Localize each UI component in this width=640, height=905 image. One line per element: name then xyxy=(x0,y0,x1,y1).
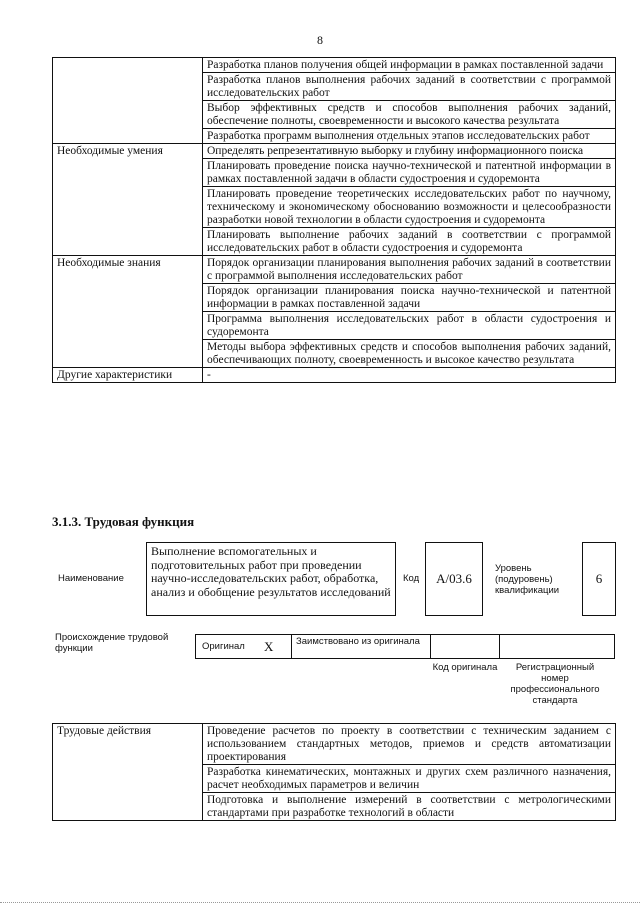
row-label: Трудовые действия xyxy=(53,724,203,821)
table-row xyxy=(53,368,616,383)
table-cell: - xyxy=(203,368,616,383)
original-label: Оригинал xyxy=(202,641,245,652)
table-cell: Разработка кинематических, монтажных и других схем различного назначения, расчет необходимых параметров и величин xyxy=(203,765,616,793)
page-edge-line xyxy=(0,902,640,903)
table-cell: Определять репрезентативную выборку и глубину информационного поиска xyxy=(203,144,616,159)
original-mark: X xyxy=(264,639,274,654)
origin-borrowed-cell xyxy=(292,635,431,658)
reg-number-caption: Регистрационный номер профессионального стандарта xyxy=(510,662,600,706)
table-cell: Выбор эффективных средств и способов выполнения рабочих заданий, обеспечение полноты, своевременности и высокого качества результата xyxy=(203,101,616,129)
origin-strip xyxy=(195,634,615,659)
labor-actions-table xyxy=(52,723,616,821)
qualification-level-box: 6 xyxy=(582,542,616,616)
row-label: Необходимые знания xyxy=(53,256,203,368)
table-cell: Подготовка и выполнение измерений в соответствии с метрологическими стандартами при разработке технологий в области xyxy=(203,793,616,821)
table-cell: Разработка программ выполнения отдельных этапов исследовательских работ xyxy=(203,129,616,144)
page-number: 8 xyxy=(317,33,323,47)
origin-original-cell xyxy=(196,635,292,658)
qualification-level-label: Уровень (подуровень) квалификации xyxy=(495,563,560,596)
table-cell: Порядок организации планирования поиска научно-технической и патентной информации в рамках поставленной задачи xyxy=(203,284,616,312)
table-row xyxy=(53,58,616,73)
row-label: Другие характеристики xyxy=(53,368,203,383)
skills-knowledge-table xyxy=(52,57,616,383)
table-row xyxy=(53,256,616,284)
borrowed-label: Заимствовано из оригинала xyxy=(296,636,420,647)
table-cell: Порядок организации планирования выполнения рабочих заданий в соответствии с программой выполнения исследовательских работ xyxy=(203,256,616,284)
table-cell: Планировать выполнение рабочих заданий в соответствии с программой исследовательских работ в области судостроения и судоремонта xyxy=(203,228,616,256)
original-code-caption: Код оригинала xyxy=(432,662,498,673)
code-label: Код xyxy=(403,573,420,584)
origin-label: Происхождение трудовой функции xyxy=(55,632,169,654)
name-label: Наименование xyxy=(58,573,124,584)
table-cell: Разработка планов получения общей информации в рамках поставленной задачи xyxy=(203,58,616,73)
row-label xyxy=(53,58,203,144)
table-cell: Планировать проведение теоретических исследовательских работ по научному, техническому и экономическому обоснованию возможности и целесообразности разработки новой технологии в области судостроения и судоремонта xyxy=(203,187,616,228)
row-label: Необходимые умения xyxy=(53,144,203,256)
table-cell: Программа выполнения исследовательских работ в области судостроения и судоремонта xyxy=(203,312,616,340)
table-row xyxy=(53,724,616,765)
table-row xyxy=(53,144,616,159)
origin-reg-number-cell xyxy=(500,635,614,658)
table-cell: Разработка планов выполнения рабочих заданий в соответствии с программой исследовательских работ xyxy=(203,73,616,101)
function-code-box: A/03.6 xyxy=(425,542,483,616)
section-heading: 3.1.3. Трудовая функция xyxy=(52,514,195,529)
table-cell: Методы выбора эффективных средств и способов выполнения рабочих заданий, обеспечивающих полноту, своевременность и высокое качество результата xyxy=(203,340,616,368)
table-cell: Планировать проведение поиска научно-технической и патентной информации в рамках поставленной задачи в области судостроения и судоремонта xyxy=(203,159,616,187)
origin-code-cell xyxy=(431,635,500,658)
table-cell: Проведение расчетов по проекту в соответствии с техническим заданием с использованием стандартных методов, приемов и средств автоматизации проектирования xyxy=(203,724,616,765)
function-name-box: Выполнение вспомогательных и подготовительных работ при проведении научно-исследовательских работ, обработка, анализ и обобщение результатов исследований xyxy=(146,542,396,616)
